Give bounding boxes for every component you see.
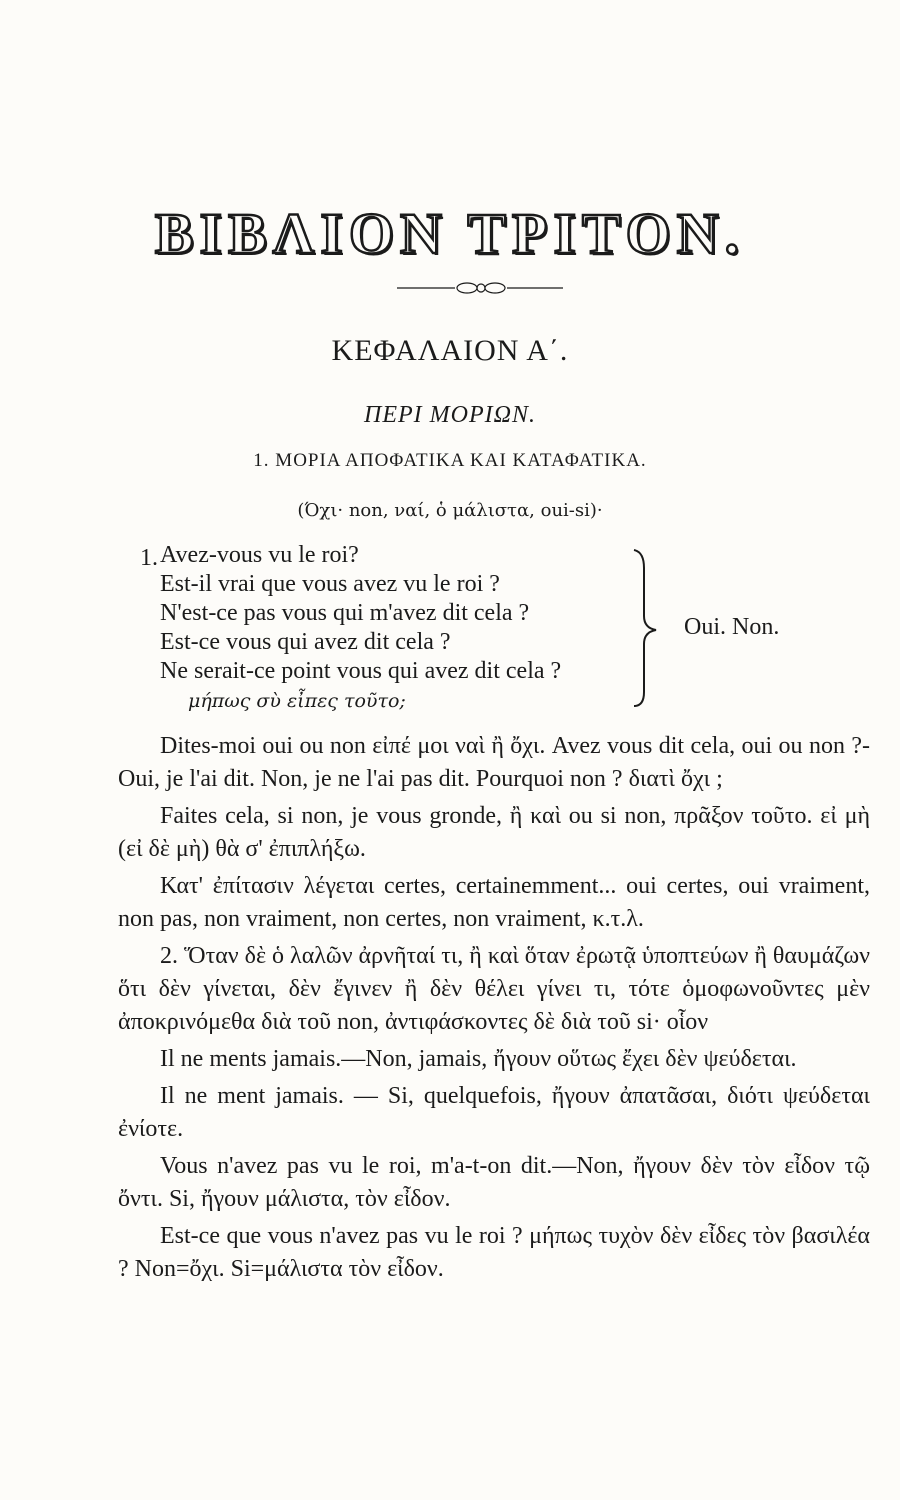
right-brace xyxy=(628,548,668,708)
section-title: 1. ΜΟΡΙΑ ΑΠΟΦΑΤΙΚΑ ΚΑΙ ΚΑΤΑΦΑΤΙΚΑ. xyxy=(253,450,647,471)
paragraph: Dites-moi oui ou non εἰπέ μοι ναὶ ἢ ὄχι. Avez vous dit cela, oui ou non ?-Oui, je l'ai dit. Non, je ne l'ai pas dit. Pourquoi non ? διατὶ ὄχι ; xyxy=(118,733,870,792)
paragraph: Vous n'avez pas vu le roi, m'a-t-on dit.—Non, ἤγουν δὲν τὸν εἶδον τῷ ὄντι. Si, ἤγουν μάλιστα, τὸν εἶδον. xyxy=(118,1153,870,1212)
paragraph: Faites cela, si non, je vous gronde, ἢ καὶ ou si non, πρᾶξον τοῦτο. εἰ μὴ (εἰ δὲ μὴ) θὰ σ' ἐπιπλήξω. xyxy=(118,803,870,862)
subject-heading: ΠΕΡΙ ΜΟΡΙΩΝ. xyxy=(364,402,536,428)
gloss-line: (Όχι· non, ναί, ὁ μάλιστα, oui-si)· xyxy=(297,500,603,521)
example-line: Est-ce vous qui avez dit cela ? xyxy=(160,629,451,655)
paragraph: Κατ' ἐπίτασιν λέγεται certes, certainemment... oui certes, oui vraiment, non pas, non vraiment, non certes, non vraiment, κ.τ.λ. xyxy=(118,873,870,932)
body-text xyxy=(118,730,870,1290)
book-title: ΒΙΒΛΙΟΝ ΤΡΙΤΟΝ. xyxy=(154,201,746,266)
example-number: 1. xyxy=(140,545,158,571)
paragraph: 2. Ὅταν δὲ ὁ λαλῶν ἀρνῆταί τι, ἢ καὶ ὅταν ἐρωτᾷ ὑποπτεύων ἢ θαυμάζων ὅτι δὲν γίνεται, δὲν ἔγινεν ἢ δὲν θέλει γίνει τι, τότε ὁμοφωνοῦντες μὲν ἀποκρινόμεθα διὰ τοῦ non, ἀντιφάσκοντες δὲ διὰ τοῦ si· οἷον xyxy=(118,943,870,1035)
example-line: Ne serait-ce point vous qui avez dit cela ? xyxy=(160,658,562,684)
paragraph: Est-ce que vous n'avez pas vu le roi ? μήπως τυχὸν δὲν εἶδες τὸν βασιλέα ? Non=ὄχι. Si=μάλιστα τὸν εἶδον. xyxy=(118,1223,870,1282)
example-line: μήπως σὺ εἶπες τοῦτο; xyxy=(188,690,406,712)
example-line: Est-il vrai que vous avez vu le roi ? xyxy=(160,571,500,597)
paragraph: Il ne ments jamais.—Non, jamais, ἤγουν οὕτως ἔχει δὲν ψεύδεται. xyxy=(160,1046,797,1072)
chapter-heading: ΚΕΦΑΛΑΙΟΝ Α΄. xyxy=(331,334,569,367)
example-line: N'est-ce pas vous qui m'avez dit cela ? xyxy=(160,600,530,626)
paragraph: Il ne ment jamais. — Si, quelquefois, ἤγουν ἀπατᾶσαι, διότι ψεύδεται ἐνίοτε. xyxy=(118,1083,870,1142)
example-answer: Oui. Non. xyxy=(684,614,780,640)
example-line: Avez-vous vu le roi? xyxy=(160,542,359,568)
ornament-divider xyxy=(395,278,565,298)
